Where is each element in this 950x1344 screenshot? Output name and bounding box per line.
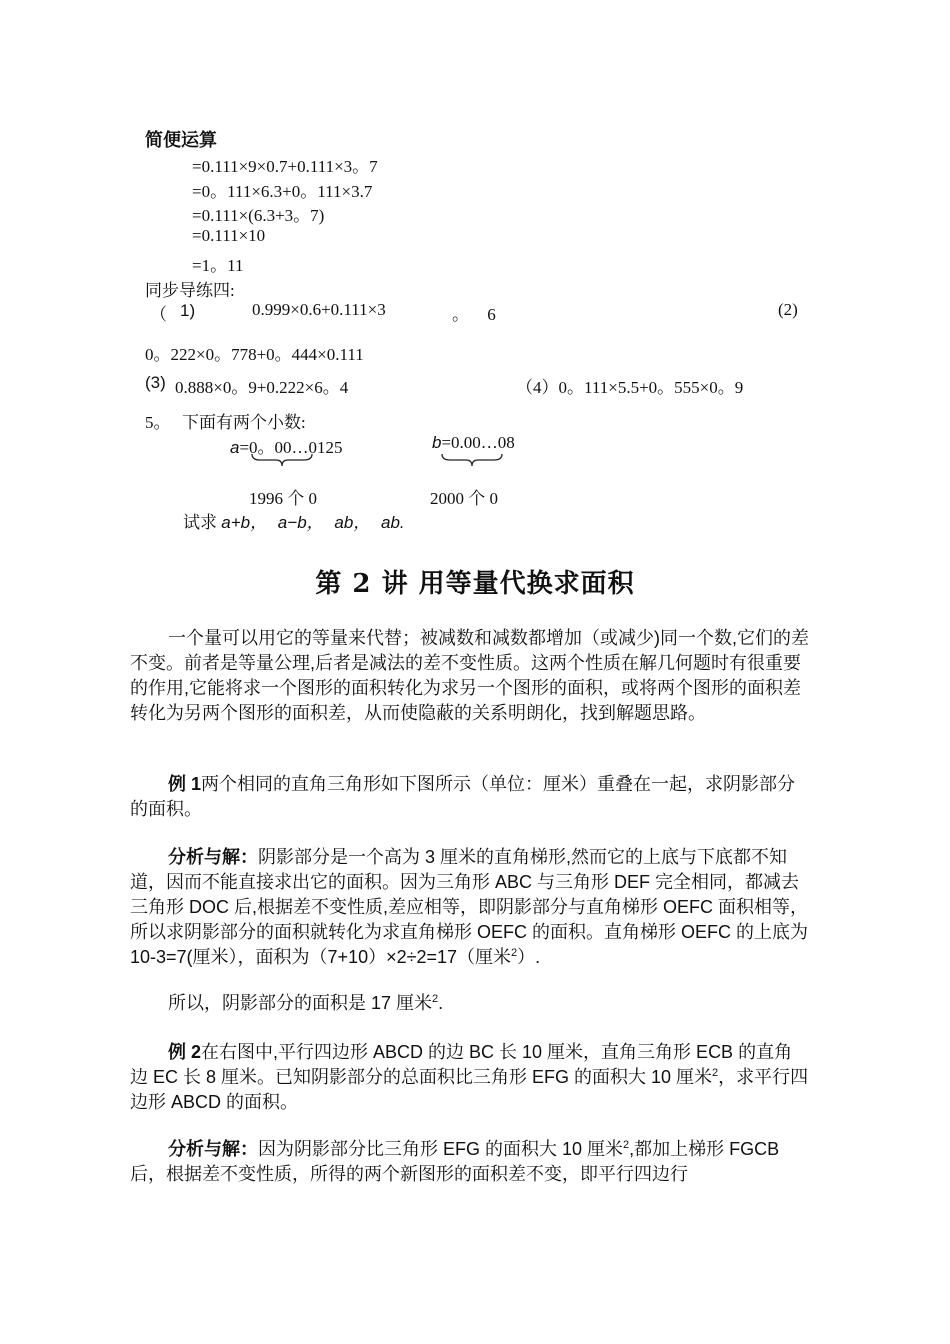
analysis-1-label: 分析与解： xyxy=(168,847,258,867)
example-1-label: 例 1 xyxy=(168,774,202,794)
problem-2-number: (2) xyxy=(778,300,798,319)
example-1-text: 两个相同的直角三角形如下图所示（单位：厘米）重叠在一起，求阴影部分的面积。 xyxy=(130,774,796,819)
problem-5-ask xyxy=(183,508,405,533)
problem-5-number: 5。 xyxy=(145,413,171,432)
count-a: 1996 个 0 xyxy=(249,489,317,508)
analysis-1-text: 阴影部分是一个高为 3 厘米的直角梯形,然而它的上底与下底都不知道，因而不能直接求出它的面积。因为三角形 ABC 与三角形 DEF 完全相同，都减去三角形 DOC 后,根据差不变性质,差应相等，即阴影部分与直角梯形 OEFC 面积相等，所以求阴影部分的面积就转化为求直角梯形 OEFC 的面积。直角梯形 OEFC 的上底为 10-3=7(厘米），面积为（7+10）×2÷2=17（厘米 xyxy=(130,847,809,967)
ask-prefix: 试求 xyxy=(183,513,217,532)
problem-1-open: （ xyxy=(150,305,167,324)
conclusion-1-text: 所以，阴影部分的面积是 17 厘米 xyxy=(168,993,433,1013)
var-a: a xyxy=(230,438,240,457)
problem-2-expression: 0。222×0。778+0。444×0.111 xyxy=(145,345,364,364)
problem-5-text: 下面有两个小数: xyxy=(182,413,306,432)
analysis-2-text-b: ,都加上梯形 FGCB 后，根据差不变性质，所得的两个新图形的面积差不变，即平行四边行 xyxy=(130,1139,780,1184)
problem-3-expression: 0.888×0。9+0.222×6。4 xyxy=(175,378,349,397)
analysis-1-end: ）. xyxy=(517,947,541,967)
analysis-1 xyxy=(130,845,810,970)
conclusion-1 xyxy=(130,991,810,1016)
problem-1-number: 1) xyxy=(180,301,196,320)
intro-paragraph xyxy=(130,626,810,726)
count-b: 2000 个 0 xyxy=(430,489,498,508)
section-heading-simplify: 简便运算 xyxy=(145,130,217,150)
example-2-label: 例 2 xyxy=(168,1042,202,1062)
var-b: b xyxy=(432,433,442,452)
calc-step-1: =0.111×9×0.7+0.111×3。7 xyxy=(192,157,378,176)
calc-step-4: =0.111×10 xyxy=(192,226,266,245)
calc-step-2: =0。111×6.3+0。111×3.7 xyxy=(192,182,373,201)
analysis-2-sup: 2 xyxy=(623,1139,630,1151)
example-2-sup: 2 xyxy=(712,1067,719,1079)
decimal-b xyxy=(432,433,515,453)
example-1 xyxy=(130,772,810,822)
intro-text: 一个量可以用它的等量来代替；被减数和减数都增加（或减少)同一个数,它们的差不变。前者是等量公理,后者是减法的差不变性质。这两个性质在解几何题时有很重要的作用,它能将求一个图形的面积转化为求另一个图形的面积，或将两个图形的面积差转化为另两个图形的面积差，从而使隐蔽的关系明朗化，找到解题思路。 xyxy=(130,628,809,723)
practice-heading: 同步导练四: xyxy=(145,281,235,300)
example-2-text-b: ，求平行四边形 ABCD 的面积。 xyxy=(130,1067,809,1112)
analysis-1-sup: 2 xyxy=(511,947,518,959)
ask-vars: a+b， a−b， ab， ab. xyxy=(221,513,405,532)
analysis-2 xyxy=(130,1137,810,1187)
underbrace-a-icon xyxy=(250,452,314,468)
conclusion-1-sup: 2 xyxy=(432,993,439,1005)
conclusion-1-end: . xyxy=(438,993,444,1013)
example-2 xyxy=(130,1040,810,1115)
value-b: =0.00…08 xyxy=(441,433,515,452)
problem-1-expression: 0.999×0.6+0.111×3 xyxy=(252,300,386,319)
calc-step-3: =0.111×(6.3+3。7) xyxy=(192,206,325,225)
problem-3-number: (3) xyxy=(145,373,166,392)
analysis-2-text-a: 因为阴影部分比三角形 EFG 的面积大 10 厘米 xyxy=(258,1139,624,1159)
value-a: =0。00…0125 xyxy=(239,438,343,457)
problem-4-expression: （4）0。111×5.5+0。555×0。9 xyxy=(516,378,744,397)
lecture-title: 第 2 讲 用等量代换求面积 xyxy=(315,569,635,599)
analysis-2-label: 分析与解： xyxy=(168,1139,258,1159)
problem-1-tail: 。 6 xyxy=(452,305,496,324)
underbrace-b-icon xyxy=(440,452,504,468)
calc-step-5: =1。11 xyxy=(192,256,244,275)
example-2-text-a: 在右图中,平行四边形 ABCD 的边 BC 长 10 厘米，直角三角形 ECB 的直角边 EC 长 8 厘米。已知阴影部分的总面积比三角形 EFG 的面积大 10 厘米 xyxy=(130,1042,793,1087)
